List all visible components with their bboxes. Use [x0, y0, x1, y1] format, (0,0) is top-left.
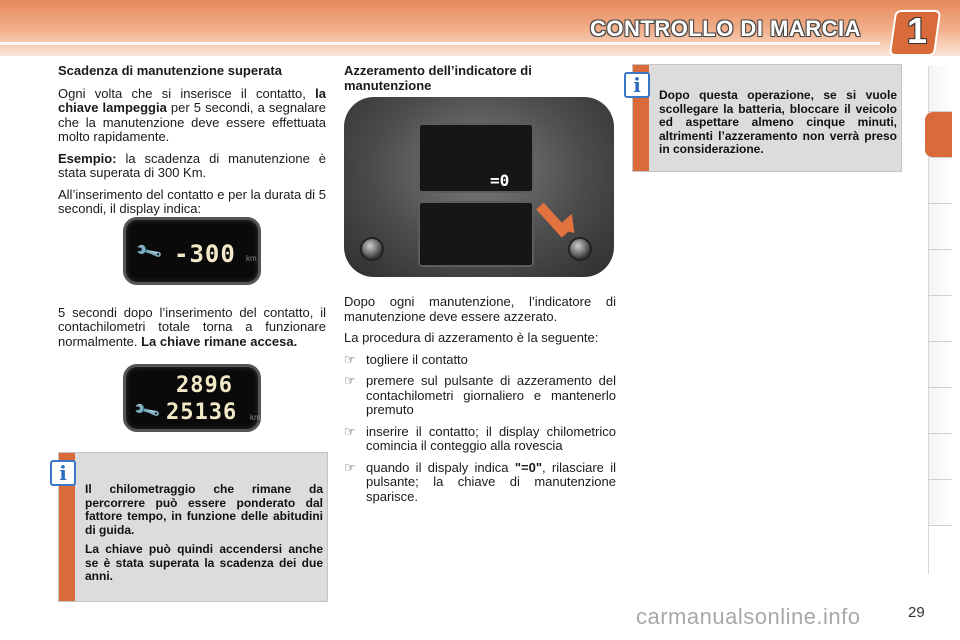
chapter-tab[interactable]: [929, 66, 952, 112]
step-text: togliere il contatto: [366, 351, 468, 367]
chapter-title: CONTROLLO DI MARCIA: [590, 16, 862, 41]
text: la scadenza di manutenzione è stata superata di 300 Km.: [58, 150, 326, 180]
section-heading-reset: Azzeramento dell’indicatore di manutenzione: [344, 63, 532, 93]
header-stripe: [0, 42, 880, 45]
odometer-display-normal: [123, 364, 261, 432]
section-heading-overdue: Scadenza di manutenzione superata: [58, 63, 282, 78]
step-text: inserire il contatto; il display chilometrico comincia il conteggio alla rovescia: [366, 423, 616, 453]
hand-pointer-icon: ☞: [344, 351, 356, 367]
text-bold: "=0": [514, 459, 542, 475]
list-item: [344, 374, 616, 418]
chapter-tab[interactable]: [929, 296, 952, 342]
hand-pointer-icon: ☞: [344, 459, 356, 475]
info-icon: i: [624, 72, 650, 98]
chapter-tabs: [928, 66, 952, 574]
example-label: Esempio:: [58, 150, 117, 166]
display-reading-top: 2896: [176, 373, 233, 398]
reset-button: [568, 237, 592, 261]
chapter-tab-active[interactable]: [925, 112, 952, 158]
text: per 5 secondi, a segnalare che la manutenzione deve essere effettuata molto rapidamente.: [58, 100, 326, 144]
display-panel-top: [418, 123, 534, 193]
display-panel-bottom: [418, 201, 534, 267]
info-box-battery: [632, 64, 902, 172]
text: Ogni volta che si inserisce il contatto,: [58, 85, 306, 101]
chapter-tab[interactable]: [929, 342, 952, 388]
chapter-tab[interactable]: [929, 158, 952, 204]
list-item: [344, 425, 616, 454]
info-paragraph: Il chilometraggio che rimane da percorrere può essere ponderato dal fattore tempo, in funzione delle abitudini di guida.: [85, 482, 323, 537]
display-unit: km: [246, 254, 257, 263]
left-button: [360, 237, 384, 261]
chapter-tab[interactable]: [929, 480, 952, 526]
chapter-tab[interactable]: [929, 204, 952, 250]
display-reading: =0: [490, 171, 510, 190]
paragraph: All’inserimento del contatto e per la durata di 5 secondi, il display indica:: [58, 186, 326, 216]
display-reading-bottom: 25136: [166, 400, 238, 425]
paragraph: Dopo ogni manutenzione, l’indicatore di manutenzione deve essere azzerato.: [344, 294, 616, 324]
text: quando il dispaly indica: [366, 459, 509, 475]
hand-pointer-icon: ☞: [344, 423, 356, 439]
display-reading: -300: [174, 240, 236, 268]
info-icon: i: [50, 460, 76, 486]
instrument-cluster-photo: [344, 97, 614, 277]
list-item: [344, 461, 616, 505]
watermark: carmanualsonline.info: [636, 604, 861, 629]
info-text: Dopo questa operazione, se si vuole scollegare la batteria, bloccare il veicolo ed aspettare almeno cinque minuti, altrimenti l’azzeramento non verrà preso in considerazione.: [659, 88, 897, 156]
paragraph: [58, 306, 326, 350]
chapter-number: 1: [906, 10, 928, 51]
chapter-tab[interactable]: [929, 388, 952, 434]
info-text: [85, 483, 323, 584]
paragraph: La procedura di azzeramento è la seguente:: [344, 330, 599, 345]
odometer-display-overdue: [123, 217, 261, 285]
left-column: [58, 64, 326, 356]
text-bold: la chiave lampeggia: [58, 85, 326, 115]
text: 5 secondi dopo l’inserimento del contatto, il contachilometri totale torna a funzionare normalmente.: [58, 304, 326, 349]
display-unit: km: [250, 413, 261, 422]
wrench-icon: 🔧: [132, 396, 162, 426]
text-bold: La chiave rimane accesa.: [141, 333, 298, 349]
step-text: [366, 461, 616, 505]
chapter-tab[interactable]: [929, 250, 952, 296]
hand-pointer-icon: ☞: [344, 373, 356, 388]
paragraph: [58, 87, 326, 145]
info-paragraph: La chiave può quindi accendersi anche se è stata superata la scadenza dei due anni.: [85, 542, 323, 583]
paragraph: [58, 152, 326, 181]
info-box-mileage: [58, 452, 328, 602]
chapter-tab[interactable]: [929, 434, 952, 480]
list-item: [344, 353, 616, 368]
page-number: 29: [908, 604, 925, 621]
wrench-icon: 🔧: [134, 237, 164, 267]
text: , rilasciare il pulsante; la chiave di manutenzione sparisce.: [366, 459, 616, 504]
step-text: premere sul pulsante di azzeramento del contachilometri giornaliero e mantenerlo premuto: [366, 373, 616, 417]
